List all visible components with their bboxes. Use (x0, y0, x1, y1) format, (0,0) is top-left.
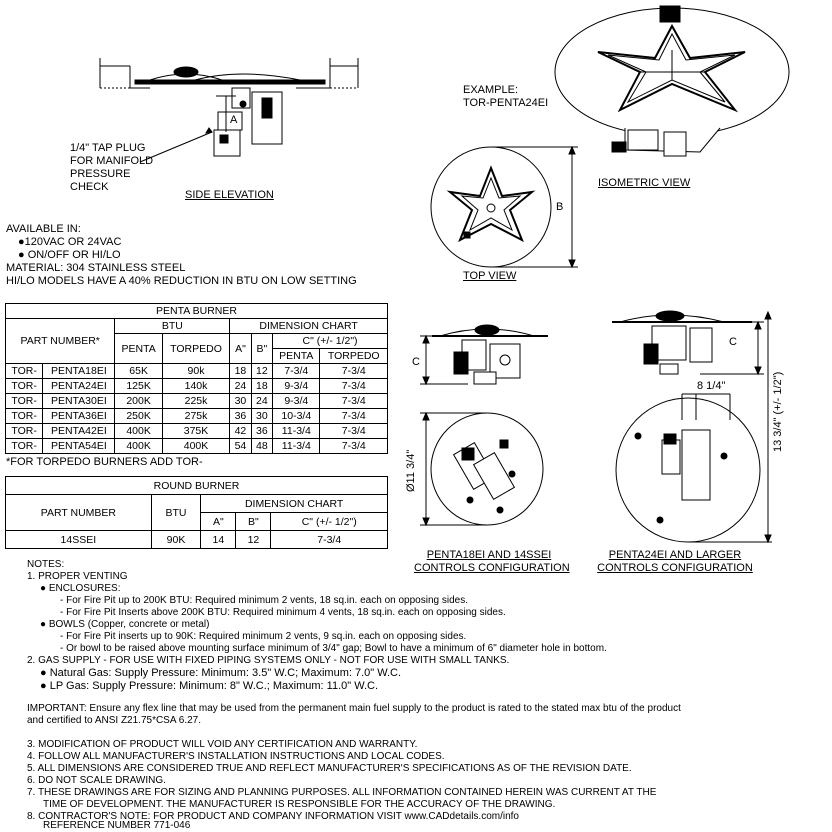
cell: 9-3/4 (273, 394, 320, 409)
note-line: 1. PROPER VENTING (27, 571, 128, 582)
controls-large-side-drawing (612, 311, 764, 374)
cell: 10-3/4 (273, 409, 320, 424)
cell: 7-3/4 (320, 409, 388, 424)
cell: 7-3/4 (273, 364, 320, 379)
cell: 24 (251, 394, 272, 409)
cell: PENTA36EI (43, 409, 115, 424)
cell: 7-3/4 (320, 439, 388, 454)
cell: 30 (251, 409, 272, 424)
cell: 250K (115, 409, 162, 424)
cell: TOR- (6, 364, 43, 379)
dim-width-label: 8 1/4" (697, 380, 726, 392)
round-dim-header: DIMENSION CHART (201, 495, 388, 513)
dim-c-large-label: C (729, 336, 737, 348)
round-col-b: B" (236, 513, 271, 531)
round-table-title: ROUND BURNER (6, 477, 388, 495)
dimension-chart-header: DIMENSION CHART (230, 319, 388, 334)
cell: 7-3/4 (320, 394, 388, 409)
note-line: 4. FOLLOW ALL MANUFACTURER'S INSTALLATION INSTRUCTIONS AND LOCAL CODES. (27, 751, 445, 762)
cell: 7-3/4 (320, 379, 388, 394)
top-view-title: TOP VIEW (463, 270, 517, 282)
cell: 275k (162, 409, 229, 424)
cell: PENTA18EI (43, 364, 115, 379)
cell: 54 (230, 439, 251, 454)
cell: 48 (251, 439, 272, 454)
note-line: ● LP Gas: Supply Pressure: Minimum: 8" W.C.; Maximum: 11.0" W.C. (40, 680, 379, 692)
cell: 65K (115, 364, 162, 379)
note-line: TIME OF DEVELOPMENT. THE MANUFACTURER IS RESPONSIBLE FOR THE ACCURACY OF THE DRAWING. (43, 799, 556, 810)
table-row (6, 379, 388, 394)
cell: 375K (162, 424, 229, 439)
cell: PENTA54EI (43, 439, 115, 454)
cell: 90K (151, 531, 201, 549)
col-a: A" (230, 334, 251, 364)
col-c-torpedo: TORPEDO (320, 349, 388, 364)
dim-height-label: 13 3/4" (+/- 1/2") (772, 371, 784, 452)
round-col-a: A" (201, 513, 236, 531)
isometric-view-drawing (555, 6, 789, 156)
controls-small-top-drawing (420, 413, 543, 525)
cell: 36 (230, 409, 251, 424)
cell: 36 (251, 424, 272, 439)
cell: 12 (236, 531, 271, 549)
note-line: ● ENCLOSURES: (40, 583, 121, 594)
cell: 200K (115, 394, 162, 409)
cell: 18 (251, 379, 272, 394)
note-line: - For Fire Pit up to 200K BTU: Required minimum 2 vents, 18 sq.in. each on opposing sides. (60, 595, 468, 606)
cell: 11-3/4 (273, 439, 320, 454)
cell: 42 (230, 424, 251, 439)
availability-block: AVAILABLE IN: ●120VAC OR 24VAC ● ON/OFF OR HI/LO MATERIAL: 304 STAINLESS STEEL HI/LO MODELS HAVE A 40% REDUCTION IN BTU ON LOW SETTING (6, 223, 357, 287)
cell: 24 (230, 379, 251, 394)
cell: 9-3/4 (273, 379, 320, 394)
cell: TOR- (6, 394, 43, 409)
table-row (6, 394, 388, 409)
cell: 12 (251, 364, 272, 379)
cell: 7-3/4 (320, 364, 388, 379)
table-row (6, 531, 388, 549)
note-line: ● Natural Gas: Supply Pressure: Minimum: 3.5" W.C; Maximum: 7.0" W.C. (40, 667, 402, 679)
cell: 225k (162, 394, 229, 409)
notes-heading: NOTES: (27, 559, 65, 570)
cell: 400K (115, 439, 162, 454)
col-c-penta: PENTA (273, 349, 320, 364)
tap-plug-callout: 1/4" TAP PLUG FOR MANIFOLD PRESSURE CHECK (70, 142, 154, 193)
cell: TOR- (6, 424, 43, 439)
cell: 140k (162, 379, 229, 394)
table-row (6, 439, 388, 454)
note-line: - Or bowl to be raised above mounting surface minimum of 3/4" gap; Bowl to have a minimum of 6" diameter hole in bottom. (60, 643, 607, 654)
note-line: 3. MODIFICATION OF PRODUCT WILL VOID ANY CERTIFICATION AND WARRANTY. (27, 739, 418, 750)
cell: 11-3/4 (273, 424, 320, 439)
round-burner-table (5, 476, 388, 549)
note-line: 7. THESE DRAWINGS ARE FOR SIZING AND PLANNING PURPOSES. ALL INFORMATION CONTAINED HEREIN WAS CURRENT AT THE (27, 787, 657, 798)
note-line: IMPORTANT: Ensure any flex line that may be used from the permanent main fuel supply to the product is rated to the stated max btu of the product (27, 703, 681, 714)
controls-small-side-drawing (420, 325, 548, 384)
penta-burner-table (5, 303, 388, 454)
cell: 14SSEI (6, 531, 152, 549)
cell: TOR- (6, 439, 43, 454)
cell: TOR- (6, 379, 43, 394)
col-c: C" (+/- 1/2") (273, 334, 388, 349)
isometric-view-title: ISOMETRIC VIEW (598, 177, 691, 189)
cell: PENTA30EI (43, 394, 115, 409)
part-number-header: PART NUMBER* (6, 319, 115, 364)
note-line: ● BOWLS (Copper, concrete or metal) (40, 619, 210, 630)
example-label: EXAMPLE: TOR-PENTA24EI (463, 84, 549, 109)
note-line: - For Fire Pit Inserts above 200K BTU: Required minimum 4 vents, 18 sq.in. each on opposing sides. (60, 607, 506, 618)
note-line: 8. CONTRACTOR'S NOTE: FOR PRODUCT AND COMPANY INFORMATION VISIT www.CADdetails.com/info (27, 811, 519, 822)
col-b: B" (251, 334, 272, 364)
cell: 7-3/4 (271, 531, 388, 549)
note-line: and certified to ANSI Z21.75*CSA 6.27. (27, 715, 201, 726)
table-row (6, 424, 388, 439)
cell: 7-3/4 (320, 424, 388, 439)
penta-table-title: PENTA BURNER (6, 304, 388, 319)
table-row (6, 409, 388, 424)
note-line: 6. DO NOT SCALE DRAWING. (27, 775, 166, 786)
dim-c-small-label: C (412, 356, 420, 368)
cell: 400K (115, 424, 162, 439)
torpedo-footnote: *FOR TORPEDO BURNERS ADD TOR- (6, 456, 203, 468)
side-elevation-title: SIDE ELEVATION (185, 189, 274, 201)
cell: TOR- (6, 409, 43, 424)
round-btu-header: BTU (151, 495, 201, 531)
cell: PENTA42EI (43, 424, 115, 439)
table-row (6, 364, 388, 379)
dim-dia-label: Ø11 3/4" (405, 449, 417, 492)
cell: 90k (162, 364, 229, 379)
note-line: REFERENCE NUMBER 771-046 (43, 820, 191, 831)
col-torpedo-btu: TORPEDO (162, 334, 229, 364)
cell: PENTA24EI (43, 379, 115, 394)
btu-header: BTU (115, 319, 230, 334)
controls-large-title: PENTA24EI AND LARGER CONTROLS CONFIGURATION (597, 549, 753, 574)
controls-small-title: PENTA18EI AND 14SSEI CONTROLS CONFIGURATION (414, 549, 570, 574)
dim-a-label: A (230, 114, 238, 126)
dim-b-label: B (556, 201, 564, 213)
note-line: 2. GAS SUPPLY - FOR USE WITH FIXED PIPING SYSTEMS ONLY - NOT FOR USE WITH SMALL TANKS. (27, 655, 510, 666)
cell: 18 (230, 364, 251, 379)
cell: 14 (201, 531, 236, 549)
round-part-header: PART NUMBER (6, 495, 152, 531)
round-col-c: C" (+/- 1/2") (271, 513, 388, 531)
cell: 400K (162, 439, 229, 454)
col-penta-btu: PENTA (115, 334, 162, 364)
cell: 125K (115, 379, 162, 394)
note-line: 5. ALL DIMENSIONS ARE CONSIDERED TRUE AND REFLECT MANUFACTURER'S SPECIFICATIONS AS OF THE REVISION DATE. (27, 763, 632, 774)
cell: 30 (230, 394, 251, 409)
note-line: - For Fire Pit inserts up to 90K: Required minimum 2 vents, 9 sq.in. each on opposing sides. (60, 631, 467, 642)
